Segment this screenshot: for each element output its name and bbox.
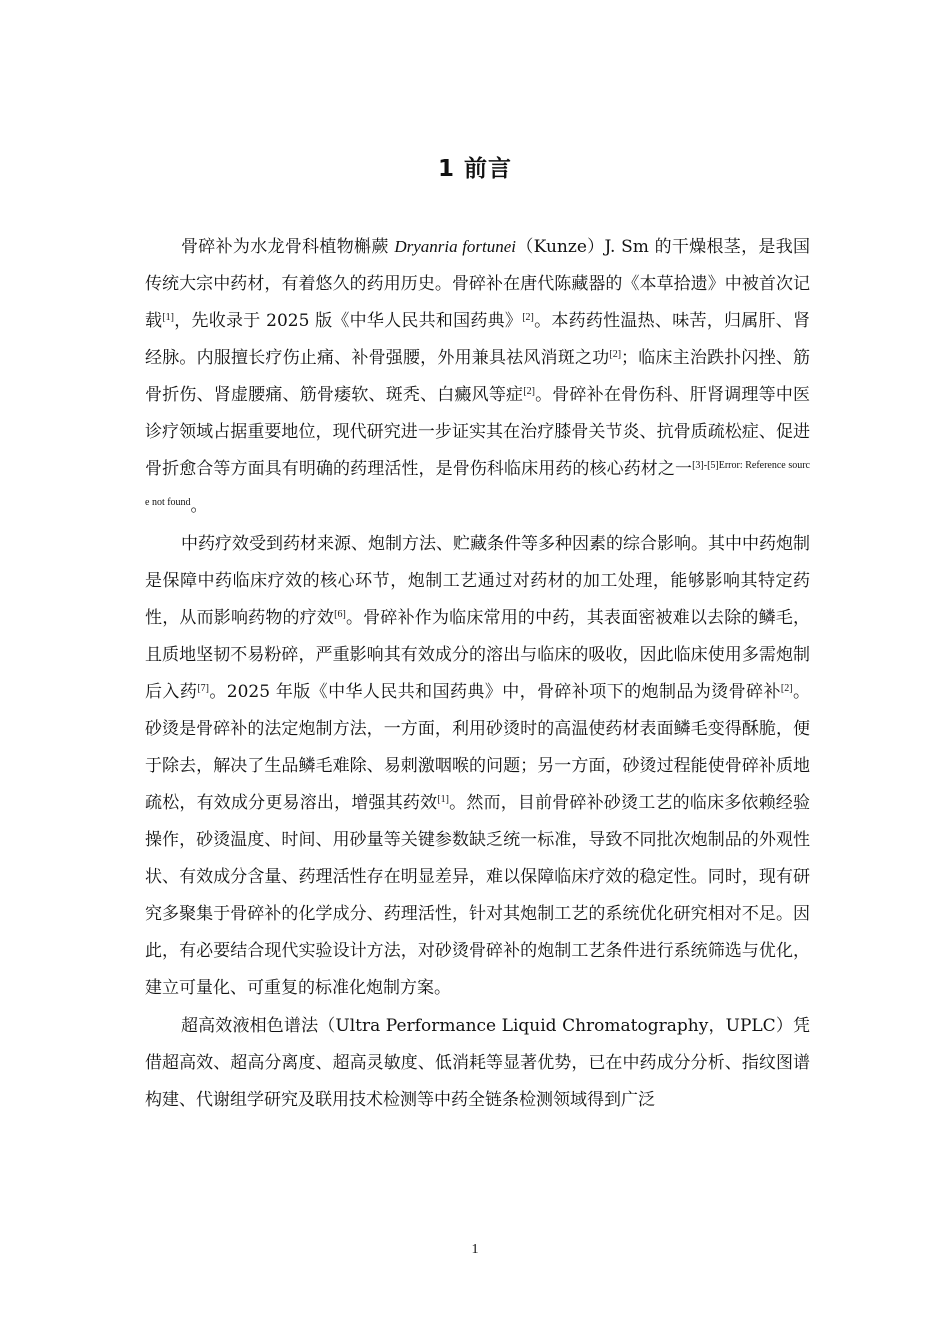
text-run: 。骨碎补作为临床常用的中药，其表面密被难以去除的鳞毛，且质地坚韧不易粉碎，严重影响其有效成分的溶出与临床的吸收，因此临床使用多需炮制后入药 — [145, 608, 811, 702]
section-title: 1 前言 — [437, 156, 512, 182]
text-run: ；临床主治跌扑闪挫、筋骨折伤、肾虚腰痛、筋骨痿软、斑秃、白癜风等症 — [145, 348, 811, 405]
paragraph-uplc — [145, 1008, 810, 1119]
citation: [2] — [780, 683, 793, 694]
text-run: 。然而，目前骨碎补砂烫工艺的临床多依赖经验操作，砂烫温度、时间、用砂量等关键参数缺乏统一标准，导致不同批次炮制品的外观性状、有效成分含量、药理活性存在明显差异，难以保障临床疗效的稳定性。同时，现有研究多聚集于骨碎补的化学成分、药理活性，针对其炮制工艺的系统优化研究相对不足。因此，有必要结合现代实验设计方法，对砂烫骨碎补的炮制工艺条件进行系统筛选与优化，建立可量化、可重复的标准化炮制方案。 — [145, 793, 811, 998]
paragraph-processing — [145, 526, 810, 1007]
text-run: 。骨碎补在骨伤科、肝肾调理等中医诊疗领域占据重要地位，现代研究进一步证实其在治疗膝骨关节炎、抗骨质疏松症、促进骨折愈合等方面具有明确的药理活性，是骨伤科临床用药的核心药材之一 — [145, 385, 811, 479]
citation-error: [3]-[5]Error: Reference source not found — [145, 460, 810, 508]
text-run: 中药疗效受到药材来源、炮制方法、贮藏条件等多种因素的综合影响。其中中药炮制是保障中药临床疗效的核心环节，炮制工艺通过对药材的加工处理，能够影响其特定药性，从而影响药物的疗效 — [145, 534, 810, 628]
citation: [2] — [522, 312, 534, 323]
text-run: 超高效液相色谱法（Ultra Performance Liquid Chromatography，UPLC）凭借超高效、超高分离度、超高灵敏度、低消耗等显著优势，已在中药成分分析、指纹图谱构建、代谢组学研究及联用技术检测等中药全链条检测领域得到广泛 — [145, 1016, 810, 1110]
text-run: （Kunze）J. Sm 的干燥根茎，是我国传统大宗中药材，有着悠久的药用历史。骨碎补在唐代陈藏器的《本草拾遗》中被首次记载 — [145, 237, 811, 331]
body-text — [145, 228, 810, 1119]
text-run: ，先收录于 2025 版《中华人民共和国药典》 — [173, 311, 523, 331]
text-run: 。本药药性温热、味苦，归属肝、肾经脉。内服擅长疗伤止痛、补骨强腰，外用兼具祛风消斑之功 — [145, 311, 811, 368]
citation: [2] — [523, 386, 535, 397]
citation: [7] — [197, 683, 209, 694]
text-run: 。2025 年版《中华人民共和国药典》中，骨碎补项下的炮制品为烫骨碎补 — [208, 682, 781, 702]
citation: [1] — [162, 312, 174, 323]
species-name: Dryanria fortunei — [394, 237, 517, 256]
page-number: 1 — [471, 1242, 479, 1257]
citation: [6] — [334, 609, 346, 620]
citation: [1] — [437, 794, 449, 805]
text-run: 。砂烫是骨碎补的法定炮制方法，一方面，利用砂烫时的高温使药材表面鳞毛变得酥脆，便于除去，解决了生品鳞毛难除、易刺激咽喉的问题；另一方面，砂烫过程能使骨碎补质地疏松，有效成分更易溶出，增强其药效 — [145, 682, 811, 813]
text-run: 骨碎补为水龙骨科植物槲蕨 — [181, 237, 395, 257]
paragraph-intro — [145, 228, 810, 525]
text-run: 。 — [190, 496, 208, 516]
citation: [2] — [609, 349, 622, 360]
